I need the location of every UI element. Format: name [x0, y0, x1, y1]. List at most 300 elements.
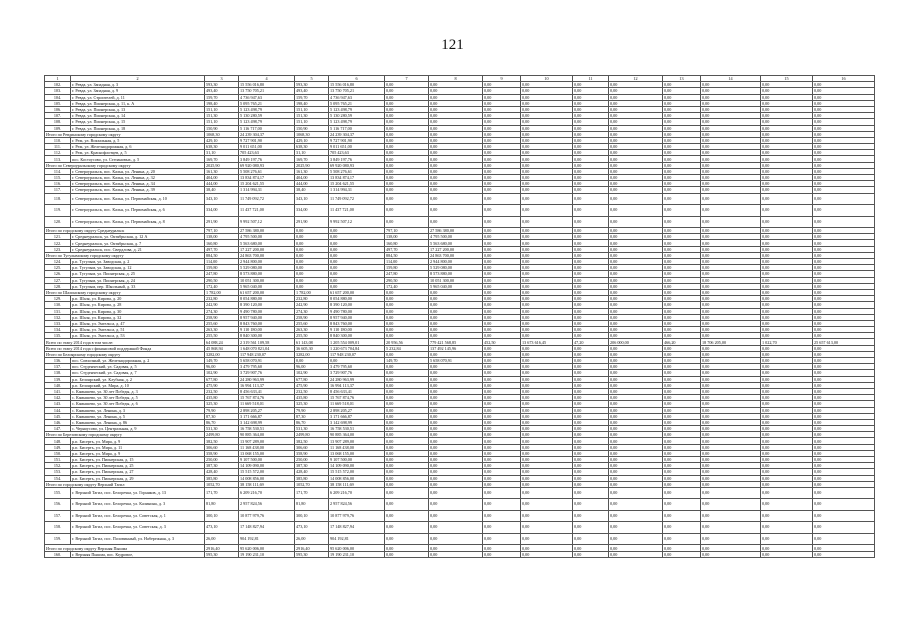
value-cell: 0,00	[385, 388, 429, 394]
value-cell: 19 190 231,10	[329, 551, 385, 557]
value-cell: 86,70	[295, 419, 329, 425]
address-cell: р.п. Бисерть, ул. Пионерская, д. 25	[71, 463, 205, 469]
value-cell: 0,00	[609, 450, 663, 456]
value-cell: 0,00	[663, 144, 701, 150]
value-cell: 5 658 070,91	[429, 358, 483, 364]
value-cell: 0,00	[701, 150, 761, 156]
value-cell: 452,50	[483, 339, 521, 345]
value-cell: 0,00	[813, 475, 875, 481]
value-cell: 0,00	[573, 320, 609, 326]
value-cell: 0,00	[385, 144, 429, 150]
value-cell: 0,00	[609, 469, 663, 475]
column-number-cell: 2	[71, 76, 205, 82]
value-cell: 0,00	[609, 510, 663, 522]
value-cell: 11 437 721,00	[239, 205, 295, 217]
value-cell: 0,00	[701, 246, 761, 252]
value-cell: 6 209 216,70	[329, 487, 385, 499]
value-cell: 0,00	[573, 234, 609, 240]
value-cell: 0,00	[521, 144, 573, 150]
value-cell: 0,00	[761, 533, 813, 545]
value-cell: 151,10	[205, 119, 239, 125]
value-cell: 0,00	[813, 289, 875, 295]
value-cell: 0,00	[813, 481, 875, 487]
value-cell: 2025,90	[295, 162, 329, 168]
value-cell: 0,00	[521, 333, 573, 339]
value-cell: 0,00	[573, 351, 609, 357]
value-cell: 0,00	[483, 345, 521, 351]
value-cell: 0,00	[573, 463, 609, 469]
value-cell: 0,00	[701, 240, 761, 246]
address-cell: с. Черноусово, ул. Центральная, д. 9	[71, 426, 205, 432]
value-cell: 9 011 651,00	[329, 144, 385, 150]
value-cell: 0,00	[701, 82, 761, 88]
value-cell: 15 767 874,76	[239, 395, 295, 401]
value-cell: 444,00	[295, 181, 329, 187]
row-number: 139.	[45, 376, 71, 382]
value-cell: 0,00	[761, 327, 813, 333]
value-cell: 0,00	[385, 88, 429, 94]
value-cell: 3 729 907,76	[239, 370, 295, 376]
value-cell: 206 000,00	[609, 339, 663, 345]
value-cell: 0,00	[761, 450, 813, 456]
value-cell: 151,30	[295, 113, 329, 119]
value-cell: 0,00	[761, 228, 813, 234]
address-cell: г. Североуральск, пос. Калья, ул. Первомайская, д. 6	[71, 205, 205, 217]
value-cell: 9 107 500,00	[329, 457, 385, 463]
value-cell: 0,00	[573, 551, 609, 557]
value-cell: 0,00	[483, 463, 521, 469]
value-cell: 0,00	[385, 156, 429, 162]
value-cell: 0,00	[701, 395, 761, 401]
value-cell: 0,00	[483, 395, 521, 401]
value-cell: 0,00	[573, 131, 609, 137]
address-cell: р.п. Бисерть, ул. Мира, д. 11	[71, 444, 205, 450]
value-cell: 0,00	[483, 88, 521, 94]
value-cell: 0,00	[385, 510, 429, 522]
address-cell: г. Ревда, ул. Строителей, д. 11	[71, 94, 205, 100]
value-cell: 0,00	[813, 168, 875, 174]
value-cell: 0,00	[385, 308, 429, 314]
row-number: 110.	[45, 137, 71, 143]
value-cell: 0,00	[521, 193, 573, 205]
value-cell: 0,00	[429, 296, 483, 302]
value-cell: 0,00	[609, 175, 663, 181]
value-cell: 5 529 080,00	[429, 265, 483, 271]
value-cell: 0,00	[521, 289, 573, 295]
value-cell: 0,00	[483, 314, 521, 320]
value-cell: 0,00	[521, 327, 573, 333]
row-number: 118.	[45, 193, 71, 205]
value-cell: 0,00	[573, 302, 609, 308]
value-cell: 2 944 800,00	[429, 259, 483, 265]
address-cell: р.п. Бисерть, ул. Пионерская, д. 29	[71, 475, 205, 481]
value-cell: 0,00	[609, 457, 663, 463]
value-cell: 0,00	[609, 499, 663, 511]
value-cell: 0,00	[813, 314, 875, 320]
value-cell: 0,00	[385, 450, 429, 456]
value-cell: 18 706 205,00	[701, 339, 761, 345]
value-cell: 0,00	[609, 345, 663, 351]
value-cell: 0,00	[701, 533, 761, 545]
value-cell: 15 767 874,76	[329, 395, 385, 401]
value-cell: 0,00	[521, 376, 573, 382]
value-cell: 0,00	[663, 533, 701, 545]
value-cell: 0,00	[663, 119, 701, 125]
address-cell: с. Камышево, ул. Ленина, д. 5	[71, 413, 205, 419]
address-cell: р.п. Бисерть, ул. Мира, д. 9	[71, 438, 205, 444]
row-number: 138.	[45, 370, 71, 376]
row-number: 131.	[45, 308, 71, 314]
address-cell: с. Камышево, ул. 30 лет Победы, д. 3	[71, 388, 205, 394]
value-cell: 593,30	[205, 82, 239, 88]
value-cell: 247,80	[385, 271, 429, 277]
address-cell: г. Североуральск, пос. Калья, ул. Ленина, д. 39	[71, 187, 205, 193]
value-cell: 26,00	[205, 533, 239, 545]
value-cell: 69 920 080,93	[329, 162, 385, 168]
subtotal-label: Итого по городскому округу Среднеуральск	[45, 228, 205, 234]
value-cell: 0,00	[483, 277, 521, 283]
value-cell: 0,00	[701, 175, 761, 181]
value-cell: 0,00	[483, 150, 521, 156]
value-cell: 0,00	[609, 181, 663, 187]
value-cell: 0,00	[429, 94, 483, 100]
value-cell: 343,10	[205, 193, 239, 205]
value-cell: 0,00	[609, 432, 663, 438]
value-cell: 435,80	[295, 395, 329, 401]
value-cell: 0,00	[573, 510, 609, 522]
value-cell: 0,00	[813, 395, 875, 401]
value-cell: 2499,80	[205, 432, 239, 438]
value-cell: 0,00	[573, 522, 609, 534]
value-cell: 0,00	[761, 265, 813, 271]
value-cell: 10 051 300,00	[239, 277, 295, 283]
address-cell: р.п. Тугулым, ул. Пионерская, д. 24	[71, 277, 205, 283]
value-cell: 36 605,30	[295, 345, 329, 351]
value-cell: 0,00	[701, 271, 761, 277]
row-number: 106.	[45, 106, 71, 112]
value-cell: 0,00	[573, 314, 609, 320]
address-cell: г. Реж, ул. Краснофлотцев, д. 5	[71, 150, 205, 156]
value-cell: 0,00	[761, 246, 813, 252]
value-cell: 0,00	[483, 296, 521, 302]
value-cell: 0,00	[429, 395, 483, 401]
value-cell: 0,00	[663, 175, 701, 181]
value-cell: 382,50	[205, 438, 239, 444]
value-cell: 0,00	[813, 119, 875, 125]
value-cell: 334,00	[205, 205, 239, 217]
value-cell: 0,00	[573, 475, 609, 481]
value-cell: 429,10	[205, 137, 239, 143]
value-cell: 0,00	[813, 240, 875, 246]
value-cell: 300,10	[295, 510, 329, 522]
address-cell: г. Ревда, ул. Пионерская, д. 11, к. А	[71, 100, 205, 106]
value-cell: 38,40	[295, 187, 329, 193]
value-cell: 0,00	[385, 533, 429, 545]
value-cell: 358,90	[295, 450, 329, 456]
address-cell: г. Североуральск, пос. Калья, ул. Ленина, д. 32	[71, 175, 205, 181]
value-cell: 0,00	[429, 457, 483, 463]
value-cell: 0,00	[385, 487, 429, 499]
value-cell: 8 840 300,00	[329, 333, 385, 339]
address-cell: р.п. Шаля, ул. Энгельса, д. 47	[71, 320, 205, 326]
column-number-cell: 11	[573, 76, 609, 82]
subtotal-label: Итого по городскому округу Верхний Тагил	[45, 481, 205, 487]
value-cell: 0,00	[385, 296, 429, 302]
value-cell: 61 143,08	[295, 339, 329, 345]
value-cell: 0,00	[813, 106, 875, 112]
value-cell: 1 314 994,31	[239, 187, 295, 193]
value-cell: 404,00	[295, 175, 329, 181]
value-cell: 0,00	[483, 302, 521, 308]
row-number: 149.	[45, 444, 71, 450]
value-cell: 8 840 300,00	[239, 333, 295, 339]
value-cell: 0,00	[295, 358, 329, 364]
value-cell: 325,30	[295, 401, 329, 407]
row-number: 140.	[45, 382, 71, 388]
value-cell: 172,40	[385, 283, 429, 289]
value-cell: 0,00	[385, 333, 429, 339]
column-number-cell: 13	[663, 76, 701, 82]
address-cell: г. Верхний Тагил, пос. Белоречка, ул. Горняков, д. 13	[71, 487, 205, 499]
value-cell: 0,00	[761, 487, 813, 499]
value-cell: 0,00	[429, 426, 483, 432]
value-cell: 5 123 498,79	[329, 119, 385, 125]
table-row	[45, 216, 875, 228]
value-cell: 5 508 276,61	[239, 168, 295, 174]
value-cell: 5 116 717,00	[239, 125, 295, 131]
value-cell: 0,00	[609, 333, 663, 339]
address-cell: г. Североуральск, пос. Калья, ул. Ленина, д. 20	[71, 168, 205, 174]
value-cell: 0,00	[521, 432, 573, 438]
value-cell: 0,00	[521, 358, 573, 364]
value-cell: 0,00	[483, 432, 521, 438]
value-cell: 45 868,94	[205, 345, 239, 351]
value-cell: 0,00	[663, 296, 701, 302]
column-number-cell: 3	[205, 76, 239, 82]
value-cell: 0,00	[701, 320, 761, 326]
value-cell: 291,90	[295, 216, 329, 228]
value-cell: 0,00	[609, 240, 663, 246]
value-cell: 0,00	[521, 181, 573, 187]
value-cell: 290,50	[205, 277, 239, 283]
value-cell: 0,00	[609, 475, 663, 481]
address-cell: г. Верхняя Пышма, пос. Кедровое,	[71, 551, 205, 557]
value-cell: 11 168 438,00	[329, 444, 385, 450]
value-cell: 0,00	[483, 216, 521, 228]
value-cell: 0,00	[385, 94, 429, 100]
value-cell: 0,00	[813, 426, 875, 432]
row-number: 160.	[45, 551, 71, 557]
subtotal-label: Итого по Белоярскому городскому округу	[45, 351, 205, 357]
column-number-cell: 9	[483, 76, 521, 82]
value-cell: 0,00	[521, 407, 573, 413]
value-cell: 8 456 633,41	[239, 388, 295, 394]
row-number: 107.	[45, 113, 71, 119]
value-cell: 0,00	[329, 228, 385, 234]
value-cell: 0,00	[701, 413, 761, 419]
value-cell: 0,00	[521, 444, 573, 450]
value-cell: 0,00	[521, 345, 573, 351]
value-cell: 0,00	[385, 137, 429, 143]
value-cell: 429,10	[295, 137, 329, 143]
value-cell: 117 948 230,07	[239, 351, 295, 357]
value-cell: 531,30	[205, 426, 239, 432]
value-cell: 3 142 698,99	[239, 419, 295, 425]
value-cell: 0,00	[761, 131, 813, 137]
value-cell: 0,00	[609, 228, 663, 234]
value-cell: 0,00	[483, 259, 521, 265]
value-cell: 0,00	[701, 302, 761, 308]
value-cell: 0,00	[483, 246, 521, 252]
value-cell: 0,00	[761, 481, 813, 487]
value-cell: 25 657 613,00	[813, 339, 875, 345]
value-cell: 0,00	[813, 137, 875, 143]
value-cell: 385,80	[295, 475, 329, 481]
table-row	[45, 499, 875, 511]
value-cell: 0,00	[573, 426, 609, 432]
value-cell: 0,00	[813, 216, 875, 228]
value-cell: 0,00	[701, 376, 761, 382]
value-cell: 0,00	[521, 113, 573, 119]
value-cell: 0,00	[663, 234, 701, 240]
value-cell: 1 648 070 821,04	[239, 345, 295, 351]
value-cell: 1 022,70	[761, 339, 813, 345]
value-cell: 0,00	[329, 252, 385, 258]
row-number: 114.	[45, 168, 71, 174]
value-cell: 0,00	[663, 413, 701, 419]
value-cell: 0,00	[663, 545, 701, 551]
value-cell: 5 123 498,79	[239, 106, 295, 112]
value-cell: 0,00	[483, 469, 521, 475]
value-cell: 404,00	[205, 175, 239, 181]
value-cell: 0,00	[761, 125, 813, 131]
value-cell: 0,00	[573, 150, 609, 156]
subtotal-label: Итого по Североуральскому городскому округу	[45, 162, 205, 168]
value-cell: 0,00	[609, 100, 663, 106]
row-number: 159.	[45, 533, 71, 545]
value-cell: 0,00	[483, 181, 521, 187]
value-cell: 9 727 901,90	[239, 137, 295, 143]
value-cell: 0,00	[761, 510, 813, 522]
value-cell: 0,00	[483, 382, 521, 388]
column-number-cell: 7	[385, 76, 429, 82]
value-cell: 159,70	[295, 94, 329, 100]
value-cell: 242,90	[205, 302, 239, 308]
value-cell: 5 529 080,00	[239, 265, 295, 271]
value-cell: 13 834 874,17	[239, 175, 295, 181]
value-cell: 0,00	[609, 271, 663, 277]
value-cell: 0,00	[609, 252, 663, 258]
value-cell: 8 957 940,00	[239, 314, 295, 320]
value-cell: 0,00	[429, 351, 483, 357]
value-cell: 0,00	[483, 545, 521, 551]
value-cell: 5 130 280,59	[239, 113, 295, 119]
value-cell: 0,00	[295, 234, 329, 240]
value-cell: 0,00	[483, 522, 521, 534]
value-cell: 0,00	[521, 162, 573, 168]
row-number: 121.	[45, 234, 71, 240]
value-cell: 0,00	[329, 240, 385, 246]
address-cell: р.п. Бисерть, ул. Мира, д. 9	[71, 450, 205, 456]
value-cell: 1052,70	[205, 481, 239, 487]
value-cell: 0,00	[761, 419, 813, 425]
value-cell: 1 782,00	[295, 289, 329, 295]
value-cell: 274,30	[295, 308, 329, 314]
value-cell: 255,50	[205, 333, 239, 339]
value-cell: 0,00	[813, 181, 875, 187]
value-cell: 0,00	[701, 469, 761, 475]
value-cell: 90 885 364,00	[329, 432, 385, 438]
column-number-cell: 15	[761, 76, 813, 82]
value-cell: 6 209 216,70	[239, 487, 295, 499]
value-cell: 382,50	[295, 438, 329, 444]
value-cell: 0,00	[609, 162, 663, 168]
address-cell: р.п. Шаля, ул. Энгельса, д. 53	[71, 333, 205, 339]
value-cell: 0,00	[483, 119, 521, 125]
value-cell: 11 168 438,00	[239, 444, 295, 450]
value-cell: 61 657 200,00	[329, 289, 385, 295]
value-cell: 0,00	[701, 333, 761, 339]
value-cell: 0,00	[663, 246, 701, 252]
value-cell: 0,00	[573, 333, 609, 339]
value-cell: 0,00	[573, 296, 609, 302]
value-cell: 0,00	[701, 234, 761, 240]
row-number: 129.	[45, 296, 71, 302]
value-cell: 0,00	[609, 259, 663, 265]
value-cell: 0,00	[385, 100, 429, 106]
value-cell: 0,00	[761, 205, 813, 217]
value-cell: 0,00	[429, 413, 483, 419]
value-cell: 14 109 090,00	[239, 463, 295, 469]
row-number: 128.	[45, 283, 71, 289]
value-cell: 0,00	[329, 234, 385, 240]
row-number: 155.	[45, 487, 71, 499]
value-cell: 0,00	[429, 327, 483, 333]
address-cell: пос. Студенческий, ул. Садовая, д. 7	[71, 370, 205, 376]
value-cell: 8 573 880,00	[429, 271, 483, 277]
value-cell: 0,00	[813, 413, 875, 419]
value-cell: 0,00	[521, 475, 573, 481]
address-cell: с. Камышево, ул. Ленина, д. 86	[71, 419, 205, 425]
value-cell: 0,00	[609, 265, 663, 271]
address-cell: р.п. Тугулым, ул. Заводская, д. 12	[71, 265, 205, 271]
value-cell: 0,00	[521, 156, 573, 162]
value-cell: 10 877 979,76	[239, 510, 295, 522]
value-cell: 0,00	[385, 469, 429, 475]
value-cell: 0,00	[429, 168, 483, 174]
value-cell: 0,00	[813, 113, 875, 119]
value-cell: 0,00	[385, 475, 429, 481]
value-cell: 0,00	[609, 150, 663, 156]
value-cell: 9 110 180,00	[329, 327, 385, 333]
value-cell: 0,00	[701, 289, 761, 295]
value-cell: 0,00	[701, 510, 761, 522]
address-cell: р.п. Шаля, ул. Кирова, д. 20	[71, 296, 205, 302]
value-cell: 334,00	[295, 205, 329, 217]
value-cell: 0,00	[429, 450, 483, 456]
value-cell: 160,80	[385, 240, 429, 246]
value-cell: 0,00	[573, 457, 609, 463]
value-cell: 0,00	[663, 320, 701, 326]
row-number: 150.	[45, 450, 71, 456]
value-cell: 0,00	[663, 125, 701, 131]
value-cell: 0,00	[521, 234, 573, 240]
value-cell: 0,00	[573, 419, 609, 425]
value-cell: 5 123 498,79	[239, 119, 295, 125]
value-cell: 0,00	[429, 100, 483, 106]
value-cell: 31,10	[295, 150, 329, 156]
value-cell: 0,00	[521, 469, 573, 475]
